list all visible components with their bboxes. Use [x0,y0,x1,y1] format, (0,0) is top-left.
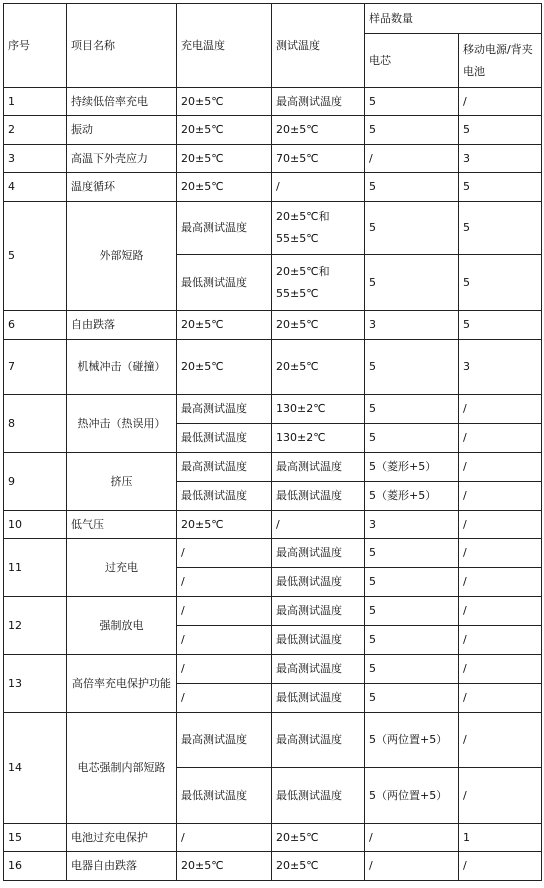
row-charge-temp: 20±5℃ [177,511,272,539]
row-seq: 15 [4,824,67,852]
row-item-name: 温度循环 [67,173,177,202]
row-charge-temp: 20±5℃ [177,173,272,202]
row-cell-count: 5 [365,395,459,424]
row-seq: 6 [4,311,67,340]
row-test-temp: 最低测试温度 [272,568,365,597]
table-row [4,340,542,395]
row-seq: 8 [4,395,67,453]
row-seq: 16 [4,852,67,881]
table-row [4,597,542,626]
table-row [4,453,542,482]
row-cell-count: 5（两位置+5） [365,768,459,824]
row-cell-count: 3 [365,511,459,539]
row-charge-temp: / [177,597,272,626]
table-row [4,395,542,424]
row-charge-temp: / [177,539,272,568]
row-charge-temp: / [177,568,272,597]
row-test-temp: 最低测试温度 [272,768,365,824]
row-charge-temp: / [177,626,272,655]
row-mobile-count: 3 [459,340,542,395]
row-item-name: 外部短路 [67,202,177,311]
row-charge-temp: 20±5℃ [177,311,272,340]
row-cell-count: / [365,145,459,173]
table-row [4,655,542,684]
row-item-name: 电芯强制内部短路 [67,713,177,824]
row-cell-count: 5 [365,626,459,655]
row-mobile-count: 5 [459,255,542,311]
row-test-temp: 130±2℃ [272,395,365,424]
row-mobile-count: / [459,395,542,424]
row-charge-temp: / [177,824,272,852]
row-mobile-count: / [459,684,542,713]
row-charge-temp: 最低测试温度 [177,424,272,453]
row-item-name: 强制放电 [67,597,177,655]
table-row [4,511,542,539]
table-row [4,145,542,173]
row-test-temp: 70±5℃ [272,145,365,173]
row-item-name: 持续低倍率充电 [67,88,177,116]
row-cell-count: 5 [365,202,459,255]
battery-test-table [3,3,542,881]
row-mobile-count: / [459,424,542,453]
row-seq: 4 [4,173,67,202]
row-charge-temp: 最低测试温度 [177,768,272,824]
row-item-name: 热冲击（热误用） [67,395,177,453]
row-mobile-count: / [459,539,542,568]
row-mobile-count: 5 [459,202,542,255]
row-test-temp: 20±5℃ [272,340,365,395]
row-mobile-count: / [459,511,542,539]
row-item-name: 过充电 [67,539,177,597]
row-cell-count: 5 [365,568,459,597]
row-mobile-count: / [459,626,542,655]
row-seq: 2 [4,116,67,145]
row-cell-count: 5 [365,340,459,395]
row-cell-count: 5 [365,539,459,568]
row-mobile-count: / [459,713,542,768]
row-cell-count: / [365,852,459,881]
row-charge-temp: 最高测试温度 [177,395,272,424]
header-item: 项目名称 [67,4,177,88]
row-mobile-count: / [459,453,542,482]
row-seq: 14 [4,713,67,824]
row-seq: 5 [4,202,67,311]
row-item-name: 高温下外壳应力 [67,145,177,173]
header-sample-count: 样品数量 [365,4,542,34]
row-seq: 12 [4,597,67,655]
table-row [4,202,542,255]
row-item-name: 自由跌落 [67,311,177,340]
row-charge-temp: 20±5℃ [177,88,272,116]
row-test-temp: 最高测试温度 [272,453,365,482]
row-test-temp: 20±5℃ [272,824,365,852]
row-mobile-count: / [459,655,542,684]
row-cell-count: 5 [365,655,459,684]
row-cell-count: 5 [365,424,459,453]
row-seq: 7 [4,340,67,395]
row-mobile-count: 3 [459,145,542,173]
row-cell-count: 5 [365,173,459,202]
row-cell-count: 5（菱形+5） [365,453,459,482]
row-charge-temp: / [177,684,272,713]
row-mobile-count: / [459,597,542,626]
header-test-temp: 测试温度 [272,4,365,88]
row-test-temp: / [272,511,365,539]
row-charge-temp: 20±5℃ [177,340,272,395]
header-seq: 序号 [4,4,67,88]
row-test-temp: 最低测试温度 [272,626,365,655]
row-mobile-count: / [459,768,542,824]
table-row [4,713,542,768]
row-charge-temp: 20±5℃ [177,116,272,145]
row-cell-count: 5 [365,255,459,311]
row-test-temp: 最高测试温度 [272,597,365,626]
row-test-temp: 20±5℃和55±5℃ [272,202,365,255]
row-seq: 13 [4,655,67,713]
row-item-name: 挤压 [67,453,177,511]
row-charge-temp: 20±5℃ [177,852,272,881]
header-mobile-power: 移动电源/背夹电池 [459,34,542,88]
row-mobile-count: 5 [459,173,542,202]
row-test-temp: 最高测试温度 [272,655,365,684]
row-seq: 3 [4,145,67,173]
table-row [4,88,542,116]
row-seq: 1 [4,88,67,116]
row-seq: 11 [4,539,67,597]
row-test-temp: 最高测试温度 [272,713,365,768]
row-mobile-count: 5 [459,116,542,145]
row-mobile-count: / [459,568,542,597]
row-cell-count: 5 [365,88,459,116]
row-test-temp: 最高测试温度 [272,539,365,568]
header-charge-temp: 充电温度 [177,4,272,88]
row-seq: 10 [4,511,67,539]
row-mobile-count: 5 [459,311,542,340]
table-row [4,116,542,145]
row-mobile-count: 1 [459,824,542,852]
row-charge-temp: 最低测试温度 [177,255,272,311]
row-charge-temp: 20±5℃ [177,145,272,173]
row-mobile-count: / [459,88,542,116]
row-cell-count: / [365,824,459,852]
row-item-name: 高倍率充电保护功能 [67,655,177,713]
row-item-name: 电器自由跌落 [67,852,177,881]
row-mobile-count: / [459,482,542,511]
row-test-temp: 20±5℃ [272,311,365,340]
row-charge-temp: 最低测试温度 [177,482,272,511]
row-item-name: 低气压 [67,511,177,539]
row-cell-count: 5（两位置+5） [365,713,459,768]
row-cell-count: 5 [365,684,459,713]
row-charge-temp: 最高测试温度 [177,713,272,768]
row-charge-temp: 最高测试温度 [177,453,272,482]
row-item-name: 机械冲击（碰撞） [67,340,177,395]
table-row [4,852,542,881]
row-test-temp: 最低测试温度 [272,482,365,511]
row-test-temp: 最低测试温度 [272,684,365,713]
row-test-temp: 20±5℃和55±5℃ [272,255,365,311]
row-mobile-count: / [459,852,542,881]
row-test-temp: / [272,173,365,202]
row-cell-count: 3 [365,311,459,340]
table-row [4,539,542,568]
row-test-temp: 20±5℃ [272,116,365,145]
row-cell-count: 5（菱形+5） [365,482,459,511]
table-row [4,824,542,852]
row-charge-temp: / [177,655,272,684]
table-row [4,311,542,340]
header-cell: 电芯 [365,34,459,88]
row-item-name: 振动 [67,116,177,145]
row-seq: 9 [4,453,67,511]
row-cell-count: 5 [365,116,459,145]
row-charge-temp: 最高测试温度 [177,202,272,255]
row-test-temp: 20±5℃ [272,852,365,881]
row-test-temp: 最高测试温度 [272,88,365,116]
row-item-name: 电池过充电保护 [67,824,177,852]
row-cell-count: 5 [365,597,459,626]
row-test-temp: 130±2℃ [272,424,365,453]
table-row [4,173,542,202]
